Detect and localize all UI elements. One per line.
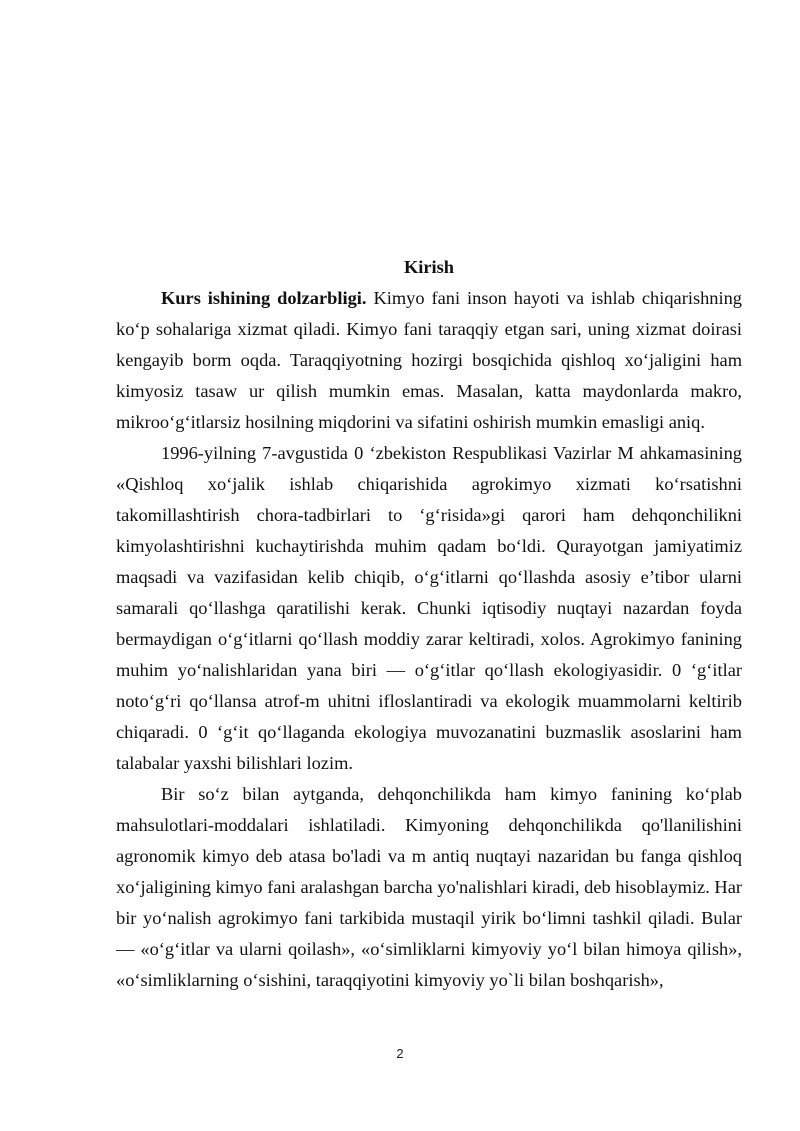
paragraph-1	[116, 283, 742, 438]
paragraph-1-text: Kimyo fani inson hayoti va ishlab chiqarishning ko‘p sohalariga xizmat qiladi. Kimyo fani taraqqiy etgan sari, uning xizmat doirasi kengayib borm oqda. Taraqqiyotning hozirgi bosqichida qishloq xo‘jaligini ham kimyosiz tasaw ur qilish mumkin emas. Masalan, katta maydonlarda makro, mikroo‘g‘itlarsiz hosilning miqdorini va sifatini oshirish mumkin emasligi aniq.	[116, 288, 742, 432]
paragraph-1-lead: Kurs ishining dolzarbligi.	[161, 288, 367, 308]
paragraph-3: Bir so‘z bilan aytganda, dehqonchilikda ham kimyo fanining ko‘plab mahsulotlari-moddalari ishlatiladi. Kimyoning dehqonchilikda qo'llanilishini agronomik kimyo deb atasa bo'ladi va m antiq nuqtayi nazaridan bu fanga qishloq xo‘jaligining kimyo fani aralashgan barcha yo'nalishlari kiradi, deb hisoblaymiz. Har bir yo‘nalish agrokimyo fani tarkibida mustaqil yirik bo‘limni tashkil qiladi. Bular — «o‘g‘itlar va ularni qoilash», «o‘simliklarni kimyoviy yo‘l bilan himoya qilish», «o‘simliklarning o‘sishini, taraqqiyotini kimyoviy yo`li bilan boshqarish»,	[116, 784, 742, 990]
section-heading: Kirish	[403, 257, 455, 277]
document-body	[116, 252, 742, 996]
page-number: 2	[396, 1046, 404, 1061]
paragraph-2: 1996-yilning 7-avgustida 0 ‘zbekiston Respublikasi Vazirlar M ahkamasining «Qishloq xo‘jalik ishlab chiqarishida agrokimyo xizmati ko‘rsatishni takomillashtirish chora-tadbirlari to ‘g‘risida»gi qarori ham dehqonchilikni kimyolashtirishni kuchaytirishda muhim qadam bo‘ldi. Qurayotgan jamiyatimiz maqsadi va vazifasidan kelib chiqib, o‘g‘itlarni qo‘llashda asosiy e’tibor ularni samarali qo‘llashga qaratilishi kerak. Chunki iqtisodiy nuqtayi nazardan foyda bermaydigan o‘g‘itlarni qo‘llash moddiy zarar keltiradi, xolos. Agrokimyo fanining muhim yo‘nalishlaridan yana biri — o‘g‘itlar qo‘llash ekologiyasidir. 0 ‘g‘itlar noto‘g‘ri qo‘llansa atrof-m uhitni ifloslantiradi va ekologik muammolarni keltirib chiqaradi. 0 ‘g‘it qo‘llaganda ekologiya muvozanatini buzmaslik asoslarini ham talabalar yaxshi bilishlari lozim.	[116, 443, 742, 773]
